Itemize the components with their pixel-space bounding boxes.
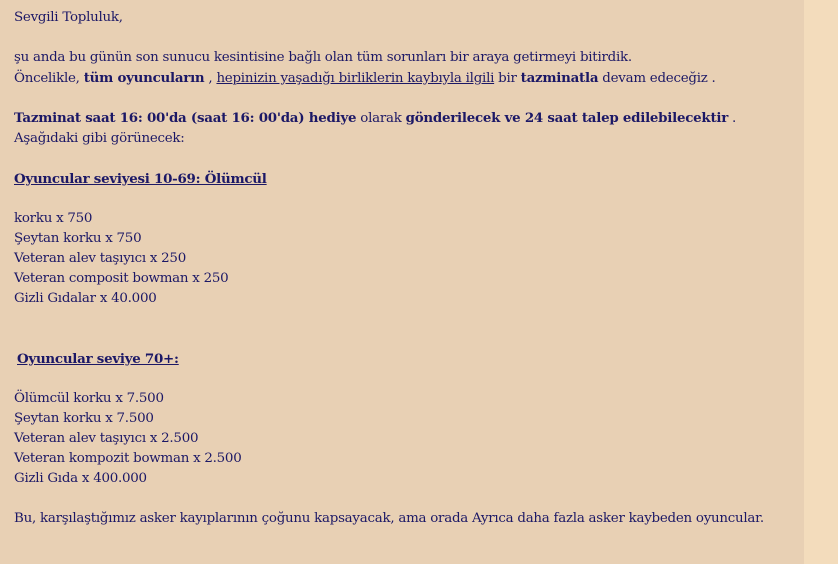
compensation-bold: Tazminat saat 16: 00'da (saat 16: 00'da) [14,110,309,126]
intro-line-1: şu anda bu günün son sunucu kesintisine bağlı olan tüm sorunları bir araya getirmeyi bitirdik. [14,50,632,65]
compensation-bold: gönderilecek ve 24 saat talep edilebilecektir [405,110,729,126]
list-item: Şeytan korku x 7.500 [14,411,154,426]
spacer [14,329,794,349]
spacer [14,189,794,209]
list-item: Ölümcül korku x 7.500 [14,391,164,406]
intro-text: devam edeceğiz . [598,71,716,86]
spacer [14,149,794,169]
compensation-gift: hediye [308,110,357,126]
spacer [14,369,794,389]
intro-text: , [204,71,217,86]
list-item: Veteran composit bowman x 250 [14,271,229,286]
spacer [14,28,794,48]
spacer [14,309,794,329]
greeting: Sevgili Topluluk, [14,10,123,25]
list-item: Veteran alev taşıyıcı x 250 [14,251,186,266]
list-item: Veteran kompozit bowman x 2.500 [14,451,242,466]
list-item: Şeytan korku x 750 [14,231,142,246]
closing-paragraph: Bu, karşılaştığımız asker kayıplarının çoğunu kapsayacak, ama orada Ayrıca daha fazla asker kaybeden oyuncular. [14,511,764,526]
group-1-heading [14,169,794,189]
intro-underlined: hepinizin yaşadığı birliklerin kaybıyla ilgili [216,71,495,86]
list-item: Gizli Gıdalar x 40.000 [14,291,157,306]
compensation-paragraph [14,108,794,149]
intro-bold: tüm oyuncuların [83,70,205,86]
list-item: Veteran alev taşıyıcı x 2.500 [14,431,199,446]
group-2-heading-text: Oyuncular seviye 70+: [17,351,179,367]
intro-line-2 [14,68,794,88]
spacer [14,489,794,509]
intro-text: Öncelikle, [14,71,84,86]
compensation-text: . Aşağıdaki gibi görünecek: [14,111,737,146]
message-body [14,8,794,529]
spacer [14,88,794,108]
compensation-text: olarak [356,111,406,126]
group-1-heading-text: Oyuncular seviyesi 10-69: Ölümcül [14,171,267,187]
list-item: korku x 750 [14,211,93,226]
intro-text: bir [494,71,521,86]
intro-bold: tazminatla [520,70,599,86]
list-item: Gizli Gıda x 400.000 [14,471,147,486]
group-2-heading [14,349,794,369]
